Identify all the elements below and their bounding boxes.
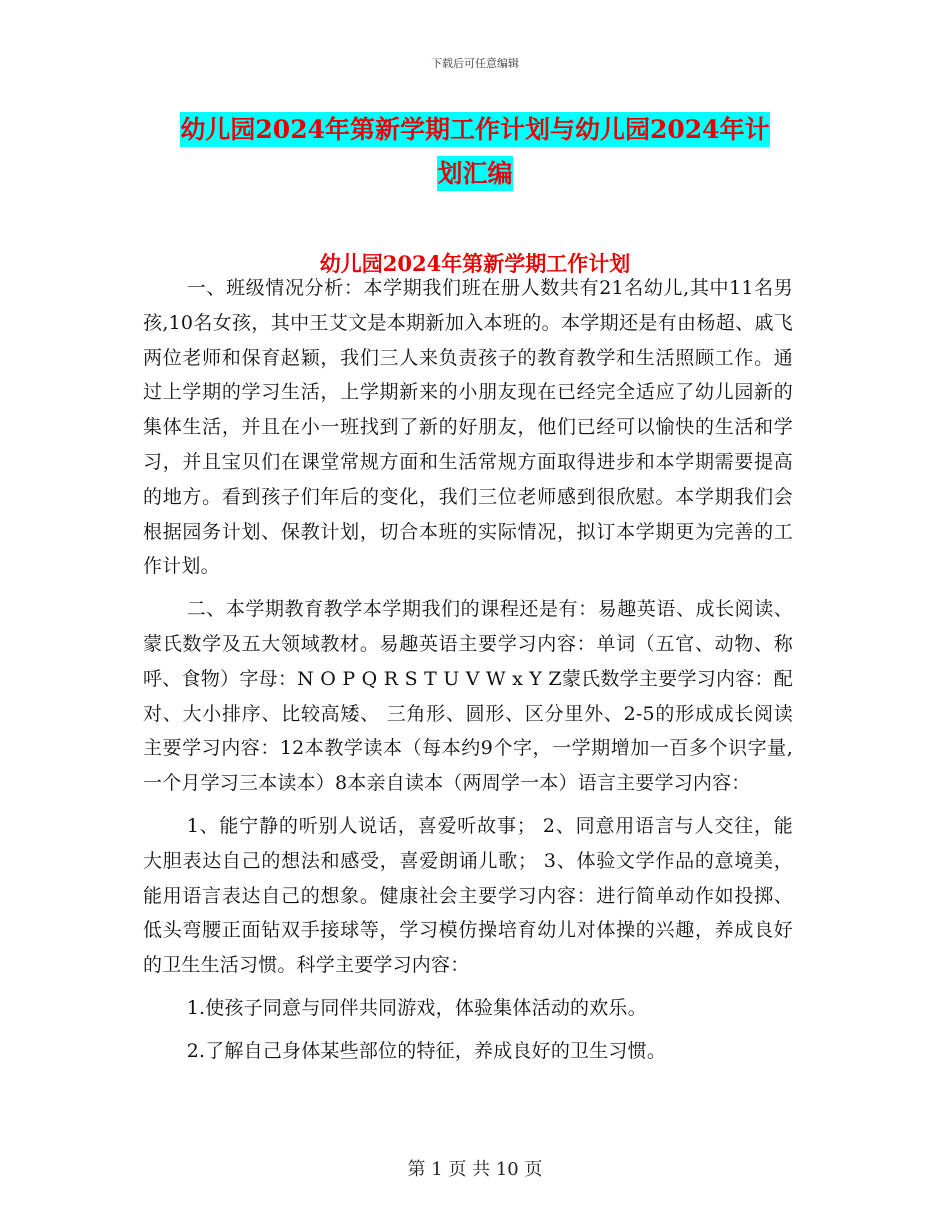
paragraph-item-1: 1.使孩子同意与同伴共同游戏，体验集体活动的欢乐。 — [186, 996, 647, 1019]
document-title-text-1: 幼儿园2024年第新学期工作计划与幼儿园2024年计 — [180, 112, 769, 147]
page-header: 下载后可任意编辑 — [431, 57, 519, 70]
paragraph-language-goals: 1、能宁静的听别人说话，喜爱听故事； 2、同意用语言与人交往，能大胆表达自己的想法和感受，喜爱朗诵儿歌； 3、体验文学作品的意境美，能用语言表达自己的想象。健康社会主要学习内容：进行简单动作如投掷、低头弯腰正面钻双手接球等，学习模仿操培育幼儿对体操的兴趣，养成良好的卫生生活习惯。科学主要学习内容： — [143, 814, 793, 977]
page-footer: 第 1 页 共 10 页 — [407, 1159, 543, 1180]
document-body — [143, 271, 793, 1069]
paragraph-class-analysis: 一、班级情况分析：本学期我们班在册人数共有21名幼儿,其中11名男孩,10名女孩，其中王艾文是本期新加入本班的。本学期还是有由杨超、戚飞两位老师和保育赵颖，我们三人来负责孩子的教育教学和生活照顾工作。通过上学期的学习生活，上学期新来的小朋友现在已经完全适应了幼儿园新的集体生活，并且在小一班找到了新的好朋友，他们已经可以愉快的生活和学习，并且宝贝们在课堂常规方面和生活常规方面取得进步和本学期需要提高的地方。看到孩子们年后的变化，我们三位老师感到很欣慰。本学期我们会根据园务计划、保教计划，切合本班的实际情况，拟订本学期更为完善的工作计划。 — [143, 277, 793, 578]
paragraph-item-2: 2.了解自己身体某些部位的特征，养成良好的卫生习惯。 — [186, 1039, 667, 1062]
document-title-text-2: 划汇编 — [437, 156, 512, 191]
document-title-line-2 — [0, 158, 950, 190]
document-title-line-1 — [0, 114, 950, 146]
section-title: 幼儿园2024年第新学期工作计划 — [319, 251, 631, 276]
paragraph-curriculum: 二、本学期教育教学本学期我们的课程还是有：易趣英语、成长阅读、蒙氏数学及五大领域教材。易趣英语主要学习内容：单词（五官、动物、称呼、食物）字母：N O P Q R S T U V W x Y Z蒙氏数学主要学习内容：配对、大小排序、比较高矮、 三角形、圆形、区分里外、2-5的形成成长阅读主要学习内容：12本教学读本（每本约9个字，一学期增加一百多个识字量,一个月学习三本读本）8本亲自读本（两周学一本）语言主要学习内容： — [143, 598, 793, 795]
